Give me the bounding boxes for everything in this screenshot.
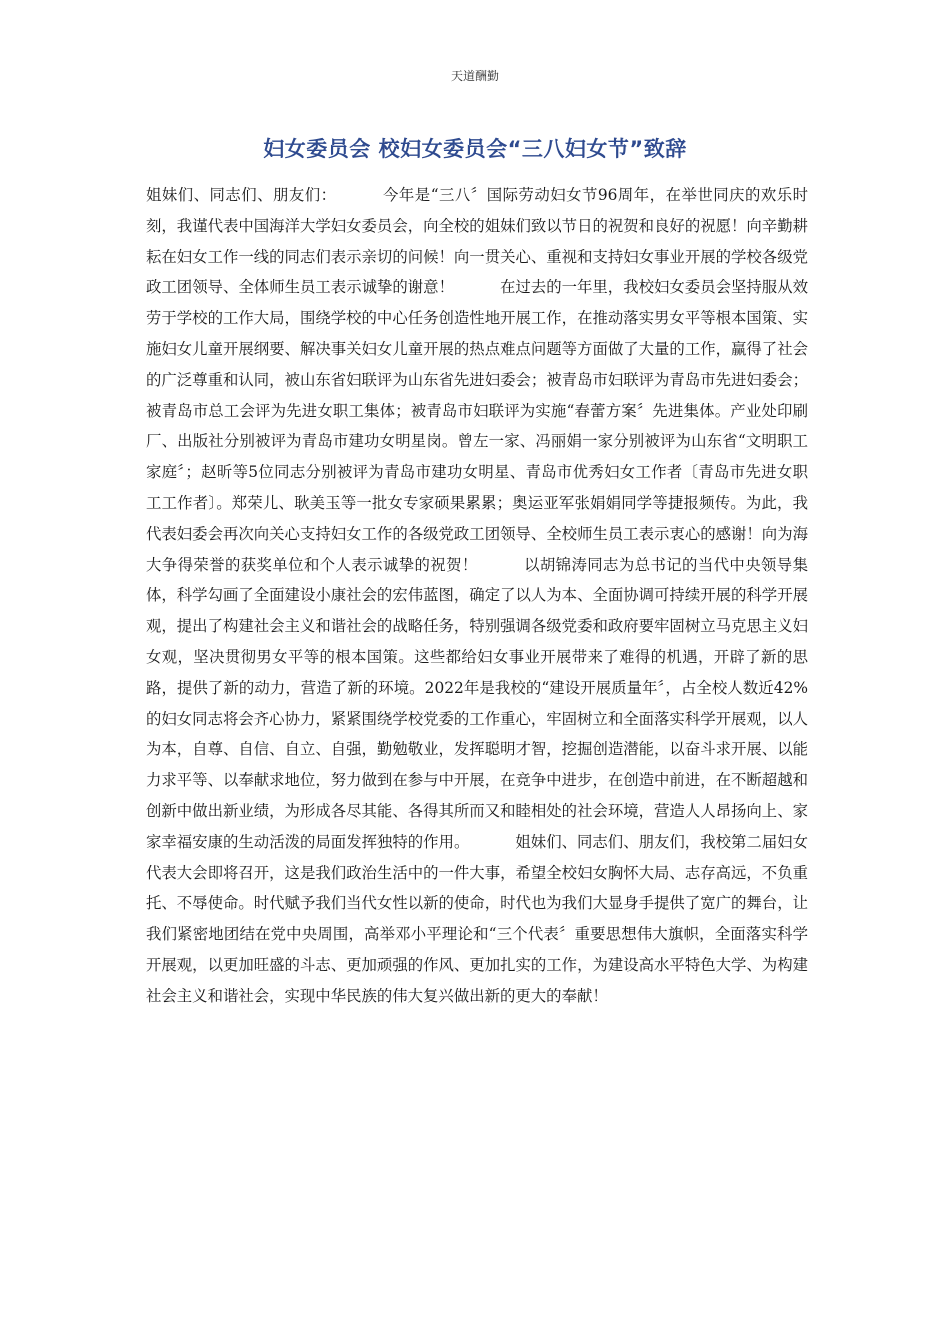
salutation: 姐妹们、同志们、朋友们： [146,186,337,204]
running-header: 天道酬勤 [450,69,499,83]
paragraph-closing: 姐妹们、同志们、朋友们，我校第二届妇女代表大会即将召开，这是我们政治生活中的一件大事，希望全校妇女胸怀大局、志存高远，不负重托、不辱使命。时代赋予我们当代女性以新的使命，时代也为我们大显身手提供了宽广的舞台，让我们紧密地团结在党中央周围，高举邓小平理论和“三个代表〞重要思想伟大旗帜，全面落实科学开展观，以更加旺盛的斗志、更加顽强的作风、更加扎实的工作，为建设高水平特色大学、为构建社会主义和谐社会，实现中华民族的伟大复兴做出新的更大的奉献！ [146,832,808,1005]
document-title: 妇女委员会 校妇女委员会“三八妇女节”致辞 [263,137,687,161]
paragraph-policy: 以胡锦涛同志为总书记的当代中央领导集体，科学勾画了全面建设小康社会的宏伟蓝图，确定了以人为本、全面协调可持续开展的科学开展观，提出了构建社会主义和谐社会的战略任务，特别强调各级党委和政府要牢固树立马克思主义妇女观，坚决贯彻男女平等的根本国策。这些都给妇女事业开展带来了难得的机遇，开辟了新的思路，提供了新的动力，营造了新的环境。2022年是我校的“建设开展质量年〞，占全校人数近42%的妇女同志将会齐心协力，紧紧围绕学校党委的工作重心，牢固树立和全面落实科学开展观，以人为本，自尊、自信、自立、自强，勤勉敬业，发挥聪明才智，挖掘创造潜能，以奋斗求开展、以能力求平等、以奉献求地位，努力做到在参与中开展，在竞争中进步，在创造中前进，在不断超越和创新中做出新业绩，为形成各尽其能、各得其所而又和睦相处的社会环境，营造人人昂扬向上、家家幸福安康的生动活泼的局面发挥独特的作用。 [146,555,808,851]
paragraph-greeting: 今年是“三八〞国际劳动妇女节96周年，在举世同庆的欢乐时刻，我谨代表中国海洋大学妇女委员会，向全校的姐妹们致以节日的祝贺和良好的祝愿！向辛勤耕耘在妇女工作一线的同志们表示亲切的问候！向一贯关心、重视和支持妇女事业开展的学校各级党政工团领导、全体师生员工表示诚挚的谢意！ [146,186,808,297]
paragraph-achievements: 在过去的一年里，我校妇女委员会坚持服从效劳于学校的工作大局，围绕学校的中心任务创造性地开展工作，在推动落实男女平等根本国策、实施妇女儿童开展纲要、解决事关妇女儿童开展的热点难点问题等方面做了大量的工作，赢得了社会的广泛尊重和认同，被山东省妇联评为山东省先进妇委会；被青岛市妇联评为青岛市先进妇委会；被青岛市总工会评为先进女职工集体；被青岛市妇联评为实施“春蕾方案〞先进集体。产业处印刷厂、出版社分别被评为青岛市建功女明星岗。曾左一家、冯丽娟一家分别被评为山东省“文明职工家庭〞；赵昕等5位同志分别被评为青岛市建功女明星、青岛市优秀妇女工作者〔青岛市先进女职工工作者〕。郑荣儿、耿美玉等一批女专家硕果累累；奥运亚军张娟娟同学等捷报频传。为此，我代表妇委会再次向关心支持妇女工作的各级党政工团领导、全校师生员工表示衷心的感谢！向为海大争得荣誉的获奖单位和个人表示诚挚的祝贺！ [146,278,808,574]
document-body [146,180,808,1012]
